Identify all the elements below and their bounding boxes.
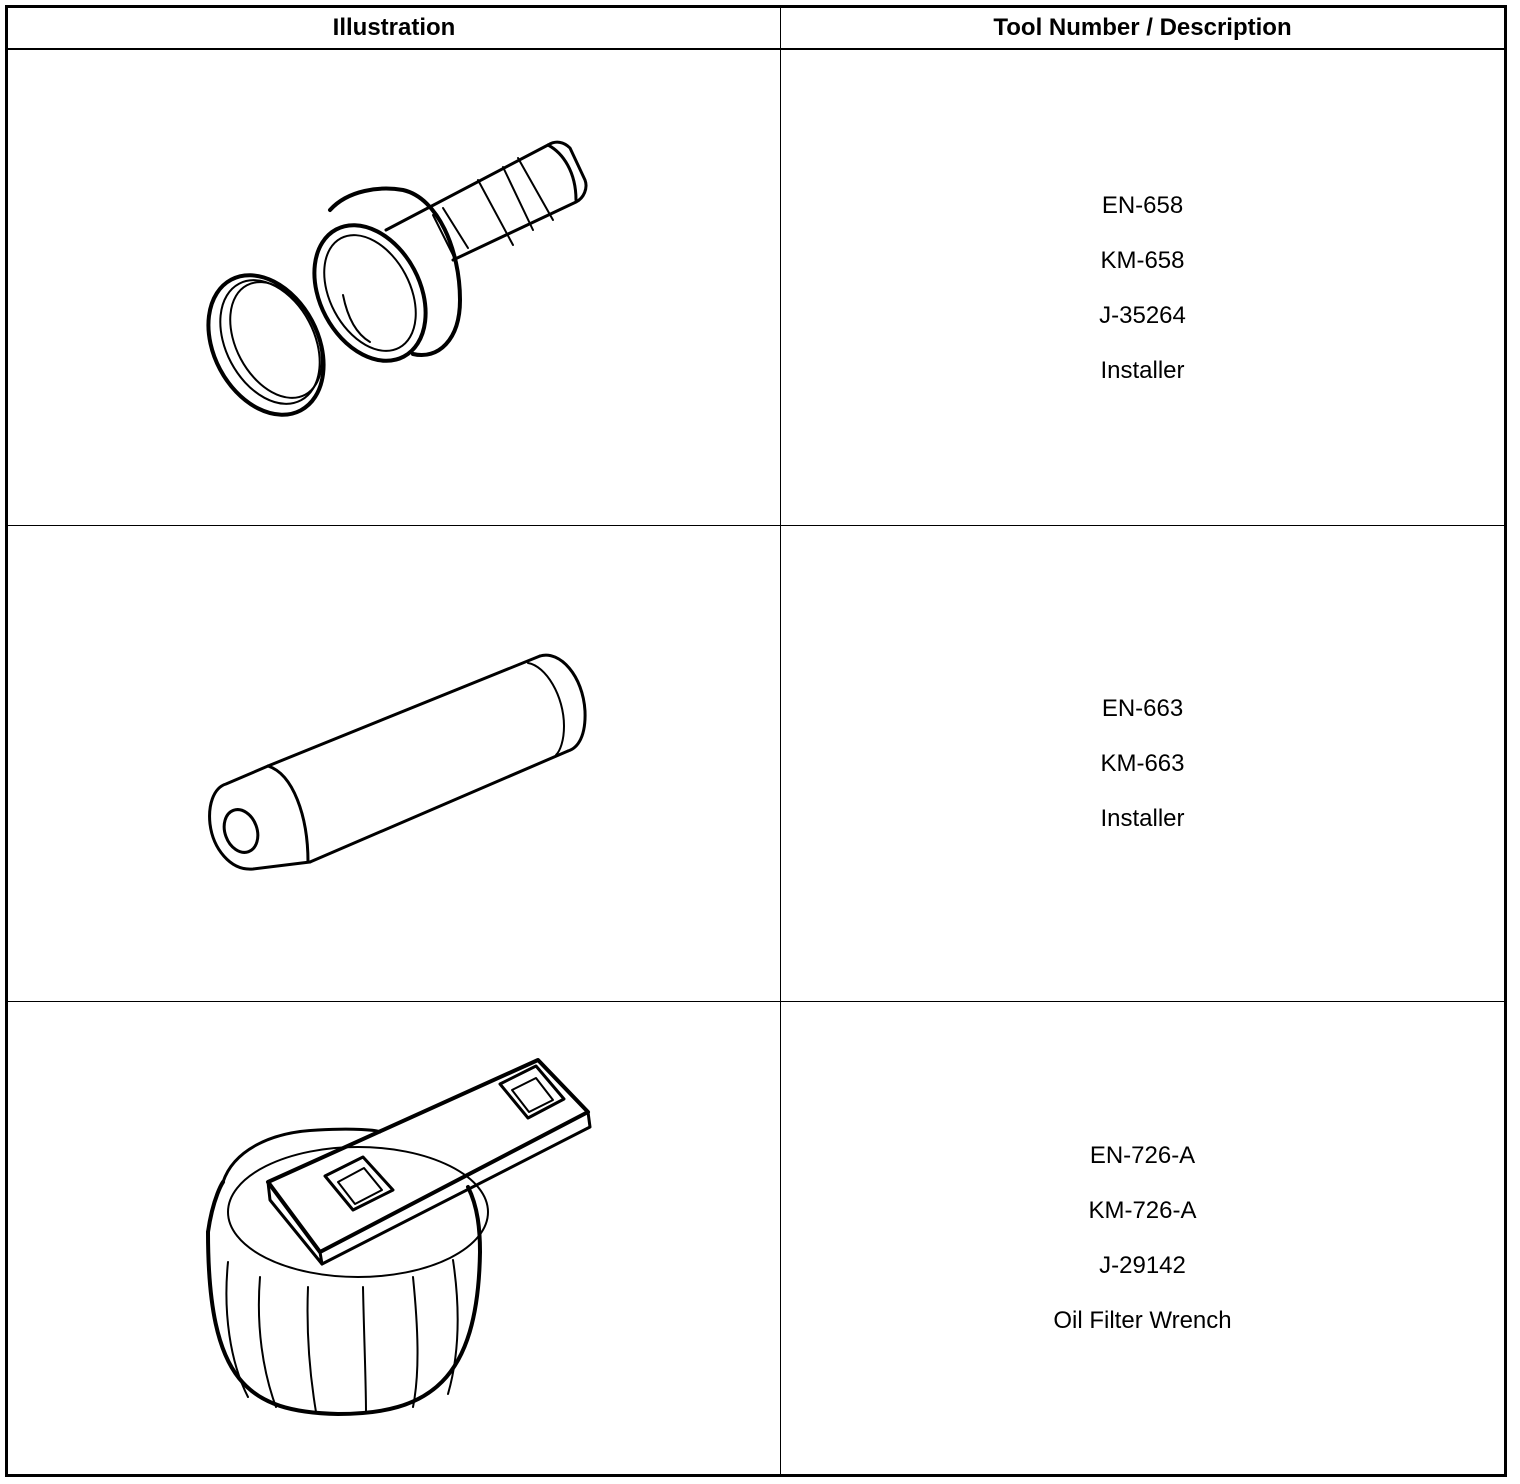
- cylindrical-installer-icon: [8, 526, 781, 1002]
- tool-description-line: Installer: [1100, 805, 1185, 832]
- tool-description-line: Installer: [1100, 356, 1185, 384]
- oil-filter-wrench-icon: [8, 1002, 781, 1474]
- tool-table: [5, 5, 1507, 1477]
- header-tool-number-description: Tool Number / Description: [781, 8, 1504, 50]
- tool-number-line: J-35264: [1099, 301, 1186, 329]
- tool-number-line: EN-658: [1101, 191, 1184, 219]
- illustration-cell-row-2: [8, 526, 781, 1002]
- tool-number-line: KM-663: [1100, 750, 1185, 777]
- installer-with-ring-icon: [8, 50, 781, 526]
- tool-number-line: EN-663: [1101, 695, 1184, 722]
- tool-number-line: KM-726-A: [1088, 1197, 1197, 1224]
- illustration-cell-row-3: [8, 1002, 781, 1474]
- tool-number-line: KM-658: [1100, 246, 1185, 274]
- tool-description-line: Oil Filter Wrench: [1053, 1307, 1232, 1334]
- tool-number-line: J-29142: [1099, 1252, 1186, 1279]
- description-cell-row-1: [781, 50, 1504, 526]
- description-cell-row-3: [781, 1002, 1504, 1474]
- description-cell-row-2: [781, 526, 1504, 1002]
- header-illustration: Illustration: [8, 8, 781, 50]
- illustration-cell-row-1: [8, 50, 781, 526]
- tool-number-line: EN-726-A: [1089, 1142, 1196, 1169]
